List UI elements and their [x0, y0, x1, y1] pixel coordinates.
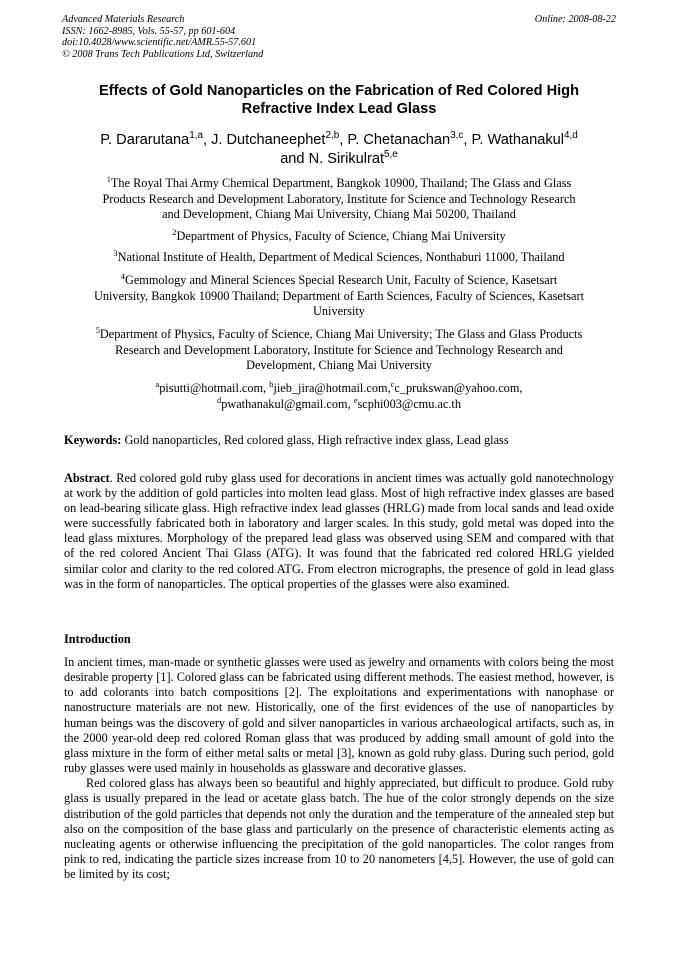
affiliation-text: The Royal Thai Army Chemical Department, Bangkok 10900, Thailand; The Glass and Glass	[110, 176, 572, 190]
email-list	[62, 381, 616, 412]
introduction-body	[64, 655, 614, 882]
paragraph: Red colored glass has always been so beautiful and highly appreciated, but difficult to produce. Gold ruby glass is usually prepared in the lead or acetate glass batch. The hue of the color strongly depends on the size distribution of the gold particles that depends not only the duration and the temperature of the annealed step but also on the composition of the base glass and particularly on the presence of characteristic elements acting as nucleating agents or otherwise influencing the precipitation of the gold nanoparticles. The color ranges from pink to red, indicating the particle sizes increase from 10 to 20 nanometers [4,5]. However, the use of gold can be limited by its cost;	[64, 776, 614, 882]
affiliation-3	[62, 250, 616, 266]
paper-title	[62, 82, 616, 118]
title-line-1: Effects of Gold Nanoparticles on the Fabrication of Red Colored High	[98, 83, 579, 99]
abstract-text: . Red colored gold ruby glass used for decorations in ancient times was actually gold nanotechnology at work by the addition of gold particles into molten lead glass. Most of high refractive index glasses are based on lead-bearing silicate glass. High refractive index lead glasses (HRLG) made from local sands and lead oxide were successfully fabricated both in laboratory and larger scales. In this study, gold metal was doped into the lead glass mixtures. Morphology of the prepared lead glass was observed using SEM and compared with that of the red colored Ancient Thai Glass (ATG). It was found that the fabricated red colored HRLG yielded similar color and clarity to the red colored ATG. From electron micrographs, the presence of gold in lead glass was in the form of nanoparticles. The optical properties of the glasses were also examined.	[64, 471, 614, 591]
abstract	[64, 471, 614, 592]
affiliation-line	[62, 250, 616, 266]
journal-name: Advanced Materials Research	[62, 14, 185, 25]
author-name: and N. Sirikulrat	[280, 151, 385, 167]
author-list	[62, 131, 616, 169]
affiliation-mark: 1	[106, 174, 111, 184]
abstract-label: Abstract	[64, 471, 110, 485]
affiliation-line: Development, Chiang Mai University	[246, 358, 432, 372]
author-affiliation-mark: 3,c	[450, 130, 464, 142]
email-mark: a	[155, 379, 160, 389]
title-line-2: Refractive Index Lead Glass	[241, 101, 437, 117]
affiliation-line: and Development, Chiang Mai University, Chiang Mai 50200, Thailand	[162, 207, 516, 221]
affiliation-2	[62, 229, 616, 245]
author-name: , P. Chetanachan	[339, 132, 451, 148]
author-name: P. Dararutana	[100, 132, 190, 148]
doi-line: doi:10.4028/www.scientific.net/AMR.55-57.601	[62, 37, 257, 48]
affiliation-mark: 4	[120, 271, 125, 281]
author-affiliation-mark: 5,e	[384, 149, 398, 161]
email-address: scphi003@cmu.ac.th	[357, 396, 461, 411]
affiliation-mark: 2	[172, 227, 177, 237]
email-line-2	[62, 397, 616, 413]
journal-header	[62, 14, 616, 60]
email-address: jieb_jira@hotmail.com,	[273, 381, 391, 395]
affiliation-4	[62, 273, 616, 320]
email-mark: c	[390, 379, 395, 389]
affiliation-text: Gemmology and Mineral Sciences Special Research Unit, Faculty of Science, Kasetsart	[124, 273, 558, 287]
online-date: Online: 2008-08-22	[534, 14, 616, 25]
affiliation-mark: 5	[95, 325, 100, 335]
keywords-text: Gold nanoparticles, Red colored glass, High refractive index glass, Lead glass	[121, 433, 509, 447]
author-affiliation-mark: 2,b	[325, 130, 340, 142]
affiliation-text: Department of Physics, Faculty of Science, Chiang Mai University; The Glass and Glass Products	[99, 327, 583, 341]
affiliation-line	[62, 273, 616, 289]
affiliation-line	[62, 229, 616, 245]
issn-line: ISSN: 1662-8985, Vols. 55-57, pp 601-604	[62, 25, 236, 37]
section-heading-introduction: Introduction	[64, 632, 131, 646]
affiliation-line: Products Research and Development Laboratory, Institute for Science and Technology Research	[102, 191, 576, 206]
author-affiliation-mark: 4,d	[564, 130, 578, 142]
author-name: , J. Dutchaneephet	[202, 132, 326, 148]
affiliation-mark: 3	[113, 248, 118, 258]
affiliation-line: University, Bangkok 10900 Thailand; Department of Earth Sciences, Faculty of Sciences, Kasetsart	[93, 288, 585, 303]
paragraph: In ancient times, man-made or synthetic glasses were used as jewelry and ornaments with colors being the most desirable property [1]. Colored glass can be fabricated using different methods. The easiest method, however, is to add colorants into batch compositions [2]. The exploitations and experimentations with nanophase or nanostructure materials are not new. Historically, one of the first evidences of the use of nanoparticles by human beings was the discovery of gold and silver nanoparticles in various archaeological artifacts, such as, in the 2000 year-old deep red colored Roman glass that was produced by adding small amount of gold into the glass mixture in the form of either metal salts or metal [3], known as gold ruby glass. During such period, gold ruby glasses were used mainly in households as glassware and decorative glasses.	[64, 655, 614, 776]
email-mark: d	[217, 395, 222, 405]
email-mark: e	[353, 395, 358, 405]
affiliation-1	[62, 176, 616, 223]
keywords-label: Keywords:	[64, 433, 122, 447]
email-address: pisutti@hotmail.com,	[159, 381, 270, 395]
author-line-1	[62, 131, 616, 150]
author-name: , P. Wathanakul	[463, 132, 564, 148]
affiliation-text: Department of Physics, Faculty of Science, Chiang Mai University	[176, 229, 506, 243]
copyright-line: © 2008 Trans Tech Publications Ltd, Switzerland	[62, 48, 264, 60]
email-address: c_prukswan@yahoo.com,	[394, 381, 523, 395]
email-line-1	[62, 381, 616, 397]
keywords	[64, 433, 616, 448]
affiliation-text: National Institute of Health, Department of Medical Sciences, Nonthaburi 11000, Thailand	[117, 250, 565, 264]
affiliation-line	[62, 176, 616, 192]
affiliation-line: Research and Development Laboratory, Institute for Science and Technology Research and	[115, 342, 563, 357]
email-address: pwathanakul@gmail.com,	[221, 396, 354, 411]
affiliation-5	[62, 327, 616, 374]
affiliation-line: University	[313, 304, 365, 318]
author-line-2	[62, 150, 616, 169]
author-affiliation-mark: 1,a	[189, 130, 203, 142]
affiliation-line	[62, 327, 616, 343]
email-mark: b	[269, 379, 274, 389]
